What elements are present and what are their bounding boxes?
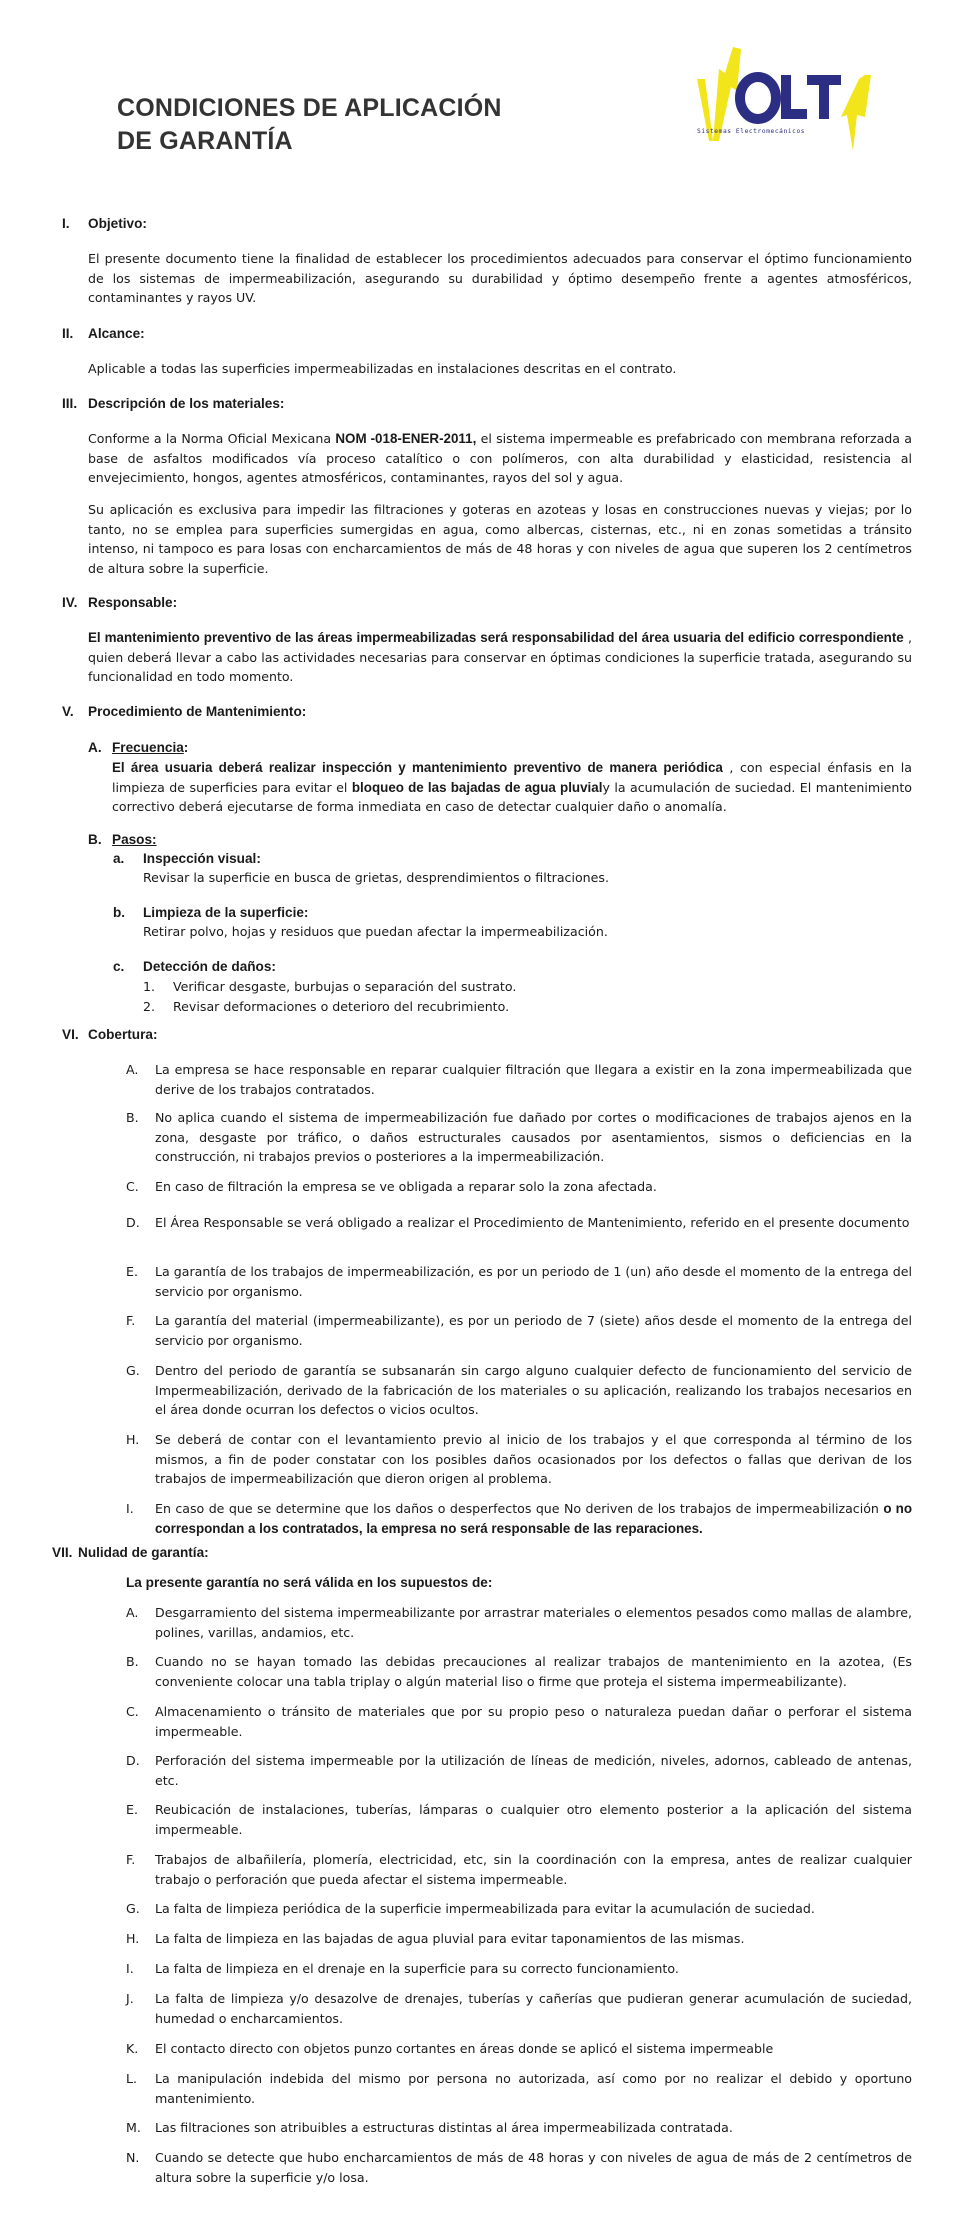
section-number: II. (62, 326, 74, 341)
item-text: Reubicación de instalaciones, tuberías, lámparas o cualquier otro elemento posterior a la aplicación del sistema impermeable. (155, 1802, 912, 1837)
section-number: III. (62, 396, 78, 411)
norm-reference: NOM -018-ENER-2011, (335, 431, 477, 446)
section-number: VI. (62, 1027, 79, 1042)
section-heading-cobertura (62, 1027, 157, 1042)
section-heading-alcance (62, 326, 145, 341)
emphasis: o no correspondan a los contratados, la empresa no será responsable de las reparaciones. (155, 1501, 913, 1536)
item-marker: F. (126, 1313, 136, 1328)
text: Conforme a la Norma Oficial Mexicana (88, 431, 336, 446)
item-text: Se deberá de contar con el levantamiento previo al inicio de los trabajos y el que corresponda al término de los mismos, a fin de poder constatar con los posibles daños ocasionados por los defectos o fallas que derivan de los trabajos de impermeabilización que dieron origen al problema. (155, 1432, 912, 1487)
title-line-2: DE GARANTÍA (117, 127, 293, 155)
section-number: IV. (62, 595, 78, 610)
descripcion-paragraph-2: Su aplicación es exclusiva para impedir las filtraciones y goteras en azoteas y losas en construcciones nuevas y viejas; por lo tanto, no se emplea para superficies sumergidas en agua, como albercas, cisternas, etc., ni en zonas sometidas a tránsito intenso, ni tampoco es para losas con encharcamientos de más de 48 horas y con niveles de agua que superen los 2 centímetros de altura sobre la superficie. (88, 502, 912, 576)
sub-step-text: Revisar deformaciones o deterioro del recubrimiento. (173, 999, 510, 1014)
section-heading-descripcion (62, 396, 284, 411)
subsection-heading-pasos (88, 832, 157, 847)
item-marker: M. (126, 2120, 141, 2135)
section-title: Objetivo: (88, 216, 147, 231)
nulidad-item (126, 1800, 912, 1839)
item-marker: K. (126, 2041, 139, 2056)
nulidad-item (126, 2118, 912, 2138)
item-marker: I. (126, 1501, 134, 1516)
item-text: No aplica cuando el sistema de impermeabilización fue dañado por cortes o modificaciones de trabajos ajenos en la zona, desgaste por tráfico, o daños estructurales causados por asentamientos, sismos o deficiencias en la construcción, ni trabajos previos o posteriores a la impermeabilización. (155, 1110, 912, 1165)
lightning-bolt-icon (695, 45, 875, 155)
item-text: Almacenamiento o tránsito de materiales que por su propio peso o naturaleza puedan dañar o perforar el sistema impermeable. (155, 1704, 912, 1739)
section-number: V. (62, 704, 74, 719)
alcance-body: Aplicable a todas las superficies impermeabilizadas en instalaciones descritas en el contrato. (88, 361, 677, 376)
nulidad-item (126, 1652, 912, 1691)
item-marker: E. (126, 1802, 138, 1817)
step-title: Limpieza de la superficie: (143, 905, 309, 920)
item-text: Cuando se detecte que hubo encharcamientos de más de 48 horas y con niveles de agua de más de 2 centímetros de altura sobre la superficie y/o losa. (155, 2150, 912, 2185)
objetivo-body: El presente documento tiene la finalidad de establecer los procedimientos adecuados para conservar el óptimo funcionamiento de los sistemas de impermeabilización, asegurando su durabilidad y óptimo desempeño frente a agentes atmosféricos, contaminantes y rayos UV. (88, 251, 912, 306)
item-text: El contacto directo con objetos punzo cortantes en áreas donde se aplicó el sistema impermeable (155, 2041, 774, 2056)
colon: : (183, 740, 189, 755)
item-text: Cuando no se hayan tomado las debidas precauciones al realizar trabajos de mantenimiento en la azotea, (Es conveniente colocar una tabla triplay o algún material liso o firme que proteja el sistema impermeabilizante). (155, 1654, 912, 1689)
step-body: Revisar la superficie en busca de grietas, desprendimientos o filtraciones. (143, 870, 609, 885)
item-text: La manipulación indebida del mismo por persona no autorizada, así como por no realizar el debido y oportuno mantenimiento. (155, 2071, 912, 2106)
section-title: Cobertura: (88, 1027, 158, 1042)
item-text: La garantía de los trabajos de impermeabilización, es por un periodo de 1 (un) año desde el momento de la entrega del servicio por organismo. (155, 1264, 912, 1299)
item-text: Trabajos de albañilería, plomería, electricidad, etc, sin la coordinación con la empresa, antes de realizar cualquier trabajo o perforación que pueda afectar el sistema impermeable. (155, 1852, 912, 1887)
item-text: La falta de limpieza y/o desazolve de drenajes, tuberías y cañerías que pudieran generar acumulación de suciedad, humedad o encharcamientos. (155, 1991, 912, 2026)
cobertura-item (126, 1177, 912, 1197)
volta-logo (695, 45, 875, 155)
cobertura-item (126, 1108, 912, 1167)
sub-step (143, 977, 903, 997)
cobertura-item (126, 1311, 912, 1350)
item-marker: B. (126, 1110, 139, 1125)
cobertura-item (126, 1262, 912, 1301)
item-text: La empresa se hace responsable en reparar cualquier filtración que llegara a existir en la zona impermeabilizada que derive de los trabajos contratados. (155, 1062, 912, 1097)
nulidad-item (126, 1751, 912, 1790)
item-marker: H. (126, 1432, 140, 1447)
nulidad-item (126, 1702, 912, 1741)
svg-text:Sistemas Electromecánicos: Sistemas Electromecánicos (697, 128, 806, 135)
nulidad-item (126, 1929, 912, 1949)
subsection-title: Frecuencia (112, 740, 184, 755)
section-heading-nulidad (52, 1545, 209, 1560)
item-marker: D. (126, 1753, 140, 1768)
item-marker: H. (126, 1931, 140, 1946)
item-text: En caso de filtración la empresa se ve obligada a reparar solo la zona afectada. (155, 1179, 657, 1194)
item-marker: A. (126, 1062, 139, 1077)
section-heading-procedimiento (62, 704, 306, 719)
item-text (126, 1499, 912, 1538)
section-title: Nulidad de garantía: (78, 1545, 209, 1560)
subsection-marker: A. (88, 740, 102, 755)
item-text: Las filtraciones son atribuibles a estructuras distintas al área impermeabilizada contratada. (155, 2120, 733, 2135)
step-body: Retirar polvo, hojas y residuos que puedan afectar la impermeabilización. (143, 924, 608, 939)
step-heading (113, 905, 308, 920)
nulidad-intro: La presente garantía no será válida en los supuestos de: (126, 1575, 493, 1590)
subsection-marker: B. (88, 832, 102, 847)
section-title: Procedimiento de Mantenimiento: (88, 704, 307, 719)
section-title: Responsable: (88, 595, 178, 610)
item-marker: B. (126, 1654, 139, 1669)
section-number: VII. (52, 1545, 73, 1560)
nulidad-item (126, 2069, 912, 2108)
subsection-heading-frecuencia (88, 740, 188, 755)
step-heading (113, 959, 276, 974)
item-marker: G. (126, 1901, 140, 1916)
nulidad-item (126, 1850, 912, 1889)
item-marker: D. (126, 1215, 140, 1230)
sub-step-marker: 1. (143, 979, 156, 994)
text: y la acumulación de suciedad. El mantenimiento correctivo deberá ejecutarse de forma inmediata en caso de detectar cualquier daño o anomalía. (112, 779, 912, 815)
nulidad-item (126, 1899, 912, 1919)
frecuencia-body (112, 758, 912, 817)
item-marker: C. (126, 1704, 139, 1719)
section-heading-responsable (62, 595, 177, 610)
item-text: Perforación del sistema impermeable por la utilización de líneas de medición, niveles, adornos, cableado de antenas, etc. (155, 1753, 912, 1788)
sub-step-text: Verificar desgaste, burbujas o separación del sustrato. (173, 979, 517, 994)
cobertura-item (126, 1361, 912, 1420)
item-text: Desgarramiento del sistema impermeabilizante por arrastrar materiales o elementos pesados como mallas de alambre, polines, varillas, andamios, etc. (155, 1605, 912, 1640)
emphasis: bloqueo de las bajadas de agua pluvial (351, 779, 603, 795)
text: , quien deberá llevar a cabo las actividades necesarias para conservar en óptimas condiciones la superficie tratada, asegurando su funcionalidad en todo momento. (88, 630, 912, 685)
nulidad-item (126, 2039, 912, 2059)
text: el sistema impermeable es prefabricado con membrana reforzada a base de asfaltos modificados vía proceso catalítico o con polímeros, con alta durabilidad y elasticidad, resistencia al envejecimiento, hongos, agentes atmosféricos, contaminantes, rayos del sol y agua. (88, 431, 913, 486)
nulidad-item (126, 2148, 912, 2187)
item-text: El Área Responsable se verá obligado a realizar el Procedimiento de Mantenimiento, referido en el presente documento (155, 1215, 910, 1230)
emphasis: El mantenimiento preventivo de las áreas impermeabilizadas será responsabilidad del área usuaria del edificio correspondiente (88, 630, 904, 645)
item-marker: F. (126, 1852, 136, 1867)
item-text: La falta de limpieza en las bajadas de agua pluvial para evitar taponamientos de las mismas. (155, 1931, 745, 1946)
responsable-body (88, 628, 912, 687)
step-marker: c. (113, 959, 125, 974)
item-marker: C. (126, 1179, 139, 1194)
section-title: Alcance: (88, 326, 145, 341)
page-title (117, 92, 502, 158)
descripcion-paragraph-1 (88, 429, 912, 488)
section-number: I. (62, 216, 70, 231)
sub-step-marker: 2. (143, 999, 156, 1014)
step-marker: b. (113, 905, 126, 920)
nulidad-item (126, 1959, 912, 1979)
item-marker: I. (126, 1961, 134, 1976)
cobertura-item (126, 1499, 912, 1538)
item-marker: N. (126, 2150, 140, 2165)
cobertura-item (126, 1430, 912, 1489)
nulidad-item (126, 1989, 912, 2028)
item-marker: L. (126, 2071, 138, 2086)
cobertura-item (126, 1060, 912, 1099)
section-heading-objetivo (62, 216, 147, 231)
step-heading (113, 851, 261, 866)
item-text: Dentro del periodo de garantía se subsanarán sin cargo alguno cualquier defecto de funcionamiento del servicio de Impermeabilización, derivado de la fabricación de los materiales o su aplicación, realizando los trabajos necesarios en el área donde ocurran los defectos o vicios ocultos. (155, 1363, 912, 1418)
item-marker: G. (126, 1363, 140, 1378)
item-marker: J. (126, 1991, 134, 2006)
text: En caso de que se determine que los daños o desperfectos que No deriven de los trabajos de impermeabilización (155, 1501, 884, 1516)
item-text: La garantía del material (impermeabilizante), es por un periodo de 7 (siete) años desde el momento de la entrega del servicio por organismo. (155, 1313, 912, 1348)
step-marker: a. (113, 851, 125, 866)
emphasis: El área usuaria deberá realizar inspección y mantenimiento preventivo de manera periódica (112, 760, 723, 775)
section-title: Descripción de los materiales: (88, 396, 285, 411)
item-text: La falta de limpieza periódica de la superficie impermeabilizada para evitar la acumulación de suciedad. (155, 1901, 815, 1916)
item-marker: E. (126, 1264, 138, 1279)
cobertura-item (126, 1213, 912, 1233)
step-title: Detección de daños: (143, 959, 276, 974)
item-marker: A. (126, 1605, 139, 1620)
subsection-title: Pasos: (112, 832, 157, 847)
text: , con especial énfasis en la limpieza de superficies para evitar el (112, 760, 913, 795)
step-title: Inspección visual: (143, 851, 261, 866)
nulidad-item (126, 1603, 912, 1642)
sub-step (143, 997, 903, 1017)
item-text: La falta de limpieza en el drenaje en la superficie para su correcto funcionamiento. (155, 1961, 679, 1976)
title-line-1: CONDICIONES DE APLICACIÓN (117, 94, 502, 122)
